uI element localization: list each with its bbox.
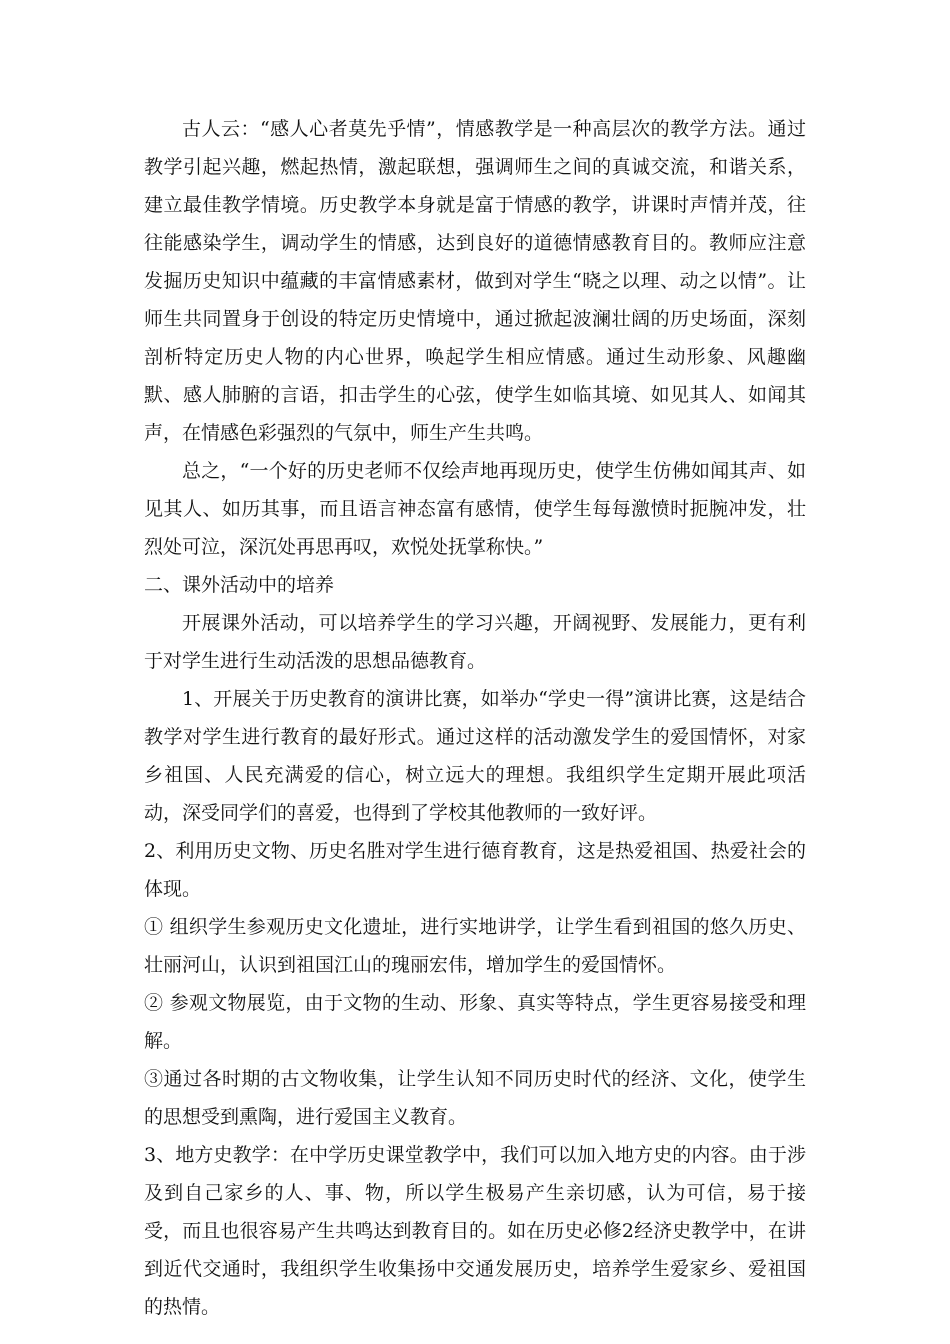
section-heading-extracurricular: 二、课外活动中的培养 bbox=[144, 574, 335, 596]
document-body bbox=[144, 110, 806, 1326]
paragraph-extracurricular-intro: 开展课外活动，可以培养学生的学习兴趣，开阔视野、发展能力，更有利于对学生进行生动活泼的思想品德教育。 bbox=[144, 612, 806, 672]
sub-item-exhibitions: ② 参观文物展览，由于文物的生动、形象、真实等特点，学生更容易接受和理解。 bbox=[144, 992, 806, 1052]
sub-item-site-visits: ① 组织学生参观历史文化遗址，进行实地讲学，让学生看到祖国的悠久历史、壮丽河山，认识到祖国江山的瑰丽宏伟，增加学生的爱国情怀。 bbox=[144, 916, 806, 976]
sub-item-relic-collection: ③通过各时期的古文物收集，让学生认知不同历史时代的经济、文化，使学生的思想受到熏陶，进行爱国主义教育。 bbox=[144, 1068, 806, 1128]
paragraph-summary-quote: 总之，“一个好的历史老师不仅绘声地再现历史，使学生仿佛如闻其声、如见其人、如历其事，而且语言神态富有感情，使学生每每激愤时扼腕冲发，壮烈处可泣，深沉处再思再叹，欢悦处抚掌称快。” bbox=[144, 460, 806, 558]
paragraph-emotional-teaching: 古人云：“感人心者莫先乎情”，情感教学是一种高层次的教学方法。通过教学引起兴趣，燃起热情，激起联想，强调师生之间的真诚交流，和谐关系，建立最佳教学情境。历史教学本身就是富于情感的教学，讲课时声情并茂，往往能感染学生，调动学生的情感，达到良好的道德情感教育目的。教师应注意发掘历史知识中蕴藏的丰富情感素材，做到对学生“晓之以理、动之以情”。让师生共同置身于创设的特定历史情境中，通过掀起波澜壮阔的历史场面，深刻剖析特定历史人物的内心世界，唤起学生相应情感。通过生动形象、风趣幽默、感人肺腑的言语，扣击学生的心弦，使学生如临其境、如见其人、如闻其声，在情感色彩强烈的气氛中，师生产生共鸣。 bbox=[144, 118, 806, 444]
list-item-local-history: 3、地方史教学：在中学历史课堂教学中，我们可以加入地方史的内容。由于涉及到自己家乡的人、事、物，所以学生极易产生亲切感，认为可信，易于接受，而且也很容易产生共鸣达到教育目的。如在历史必修2经济史教学中，在讲到近代交通时，我组织学生收集扬中交通发展历史，培养学生爱家乡、爱祖国的热情。 bbox=[144, 1144, 806, 1318]
list-item-speech-contest: 1、开展关于历史教育的演讲比赛，如举办“学史一得”演讲比赛，这是结合教学对学生进行教育的最好形式。通过这样的活动激发学生的爱国情怀，对家乡祖国、人民充满爱的信心，树立远大的理想。我组织学生定期开展此项活动，深受同学们的喜爱，也得到了学校其他教师的一致好评。 bbox=[144, 688, 806, 824]
list-item-cultural-relics: 2、利用历史文物、历史名胜对学生进行德育教育，这是热爱祖国、热爱社会的体现。 bbox=[144, 840, 806, 900]
